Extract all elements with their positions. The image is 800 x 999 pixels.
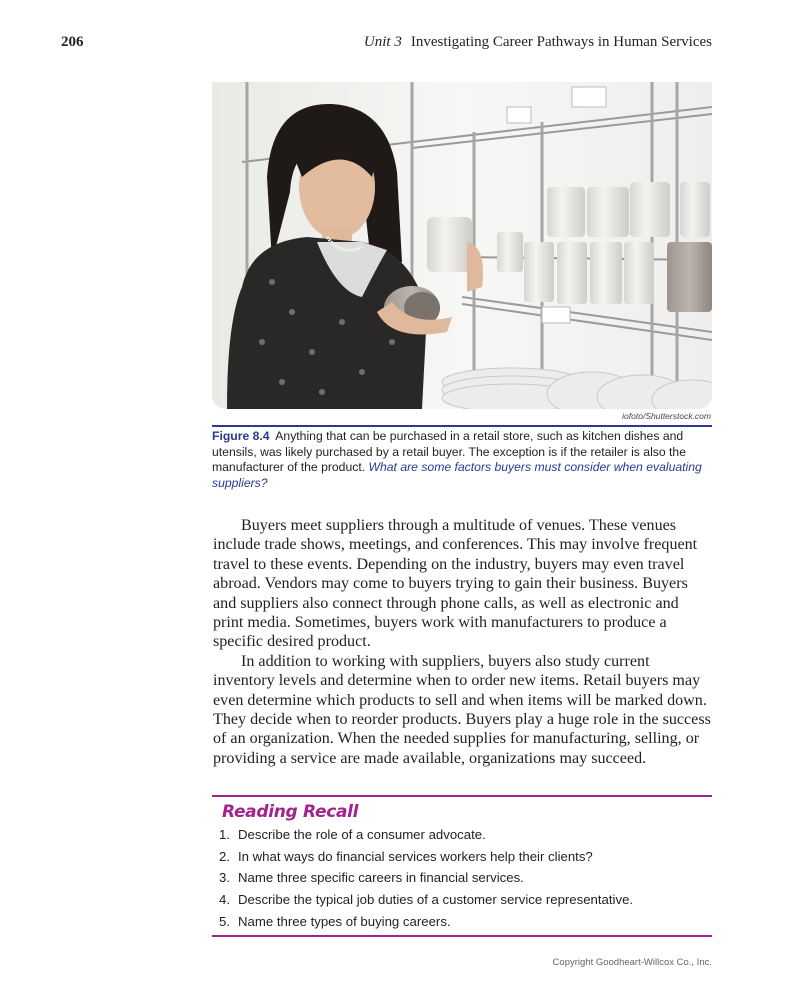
figure-caption bbox=[212, 429, 712, 491]
list-item bbox=[212, 911, 712, 933]
recall-list bbox=[212, 824, 712, 933]
item-text: Describe the typical job duties of a customer service representative. bbox=[238, 892, 634, 908]
paragraph: Buyers meet suppliers through a multitude of venues. These venues include trade shows, meetings, and conferences. This may involve frequent travel to these events. Depending on the industry, buyers may even travel abroad. Vendors may come to buyers trying to gain their business. Buyers and suppliers also connect through phone calls, as well as electronic and print media. Sometimes, buyers work with manufacturers to produce a specific desired product. bbox=[213, 517, 698, 651]
list-item bbox=[212, 824, 712, 846]
body-text bbox=[213, 516, 713, 768]
item-number: 3. bbox=[219, 870, 230, 886]
paragraph: In addition to working with suppliers, buyers also study current inventory levels and determine when to order new items. Retail buyers may even determine which products to sell and when items will be marked down. They decide when to reorder products. Buyers play a huge role in the success of an organization. When the needed supplies for manufacturing, selling, or providing a service are made available, organizations may succeed. bbox=[213, 652, 711, 767]
photo-credit: iofoto/Shutterstock.com bbox=[622, 411, 711, 421]
list-item bbox=[212, 889, 712, 911]
item-number: 1. bbox=[219, 826, 230, 842]
item-number: 5. bbox=[219, 914, 230, 930]
item-number: 2. bbox=[219, 848, 230, 864]
caption-rule bbox=[212, 425, 712, 427]
item-number: 4. bbox=[219, 892, 230, 908]
reading-recall-box bbox=[212, 795, 712, 937]
recall-bottom-rule bbox=[212, 935, 712, 937]
figure-label: Figure 8.4 bbox=[212, 429, 270, 443]
list-item bbox=[212, 867, 712, 889]
caption-text: Anything that can be purchased in a retail store, such as kitchen dishes and utensils, was likely purchased by a retail buyer. The exception is if the retailer is also the manufacturer of the product. bbox=[212, 429, 686, 475]
caption-question: What are some factors buyers must consider when evaluating suppliers? bbox=[212, 460, 702, 490]
item-text: In what ways do financial services workers help their clients? bbox=[238, 848, 593, 864]
chapter-title: Investigating Career Pathways in Human Services bbox=[410, 34, 712, 50]
running-head bbox=[364, 34, 712, 51]
unit-label: Unit 3 bbox=[363, 34, 402, 50]
copyright-notice: Copyright Goodheart-Willcox Co., Inc. bbox=[552, 957, 712, 968]
figure-photo bbox=[212, 82, 712, 409]
item-text: Name three specific careers in financial services. bbox=[238, 870, 524, 886]
item-text: Describe the role of a consumer advocate. bbox=[238, 826, 486, 842]
recall-top-rule bbox=[212, 795, 712, 797]
item-text: Name three types of buying careers. bbox=[238, 914, 451, 930]
recall-title: Reading Recall bbox=[222, 801, 359, 822]
photo-illustration bbox=[212, 82, 712, 409]
list-item bbox=[212, 845, 712, 867]
page-number: 206 bbox=[61, 34, 84, 50]
